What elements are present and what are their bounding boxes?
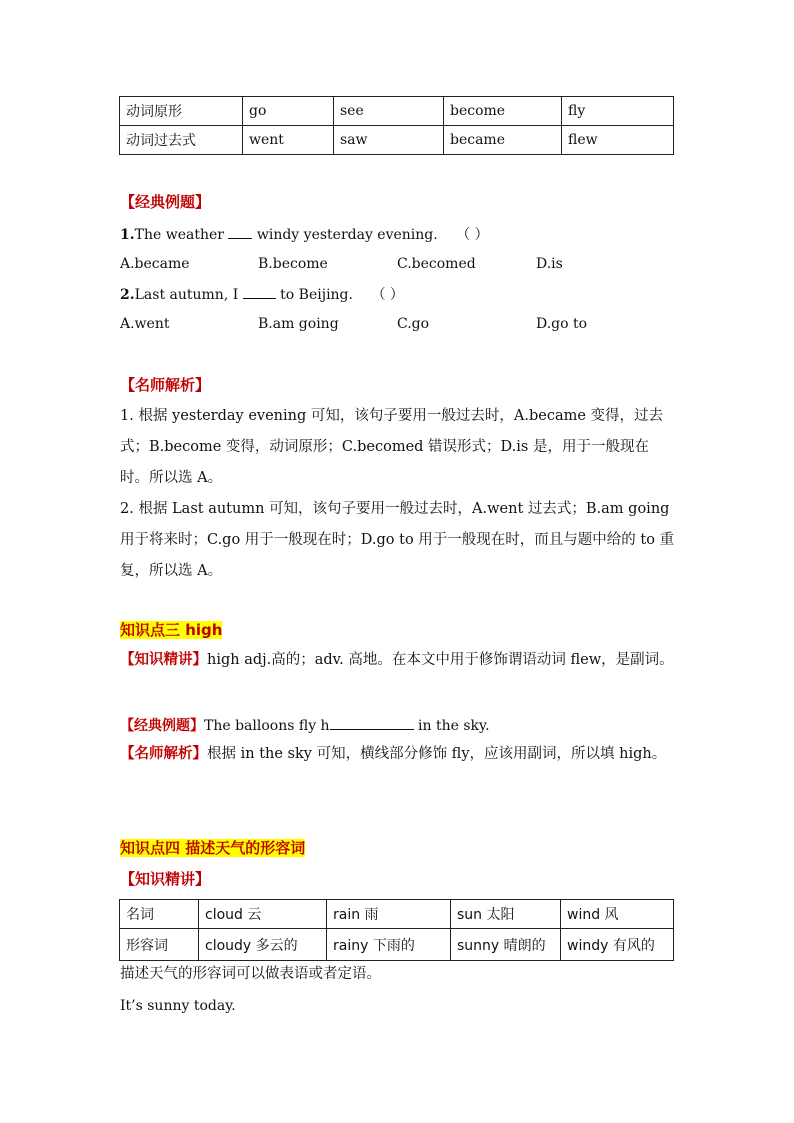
question-text-before: The weather [134, 227, 229, 243]
option-b: B.am going [258, 316, 339, 332]
analysis-paragraph-1: 1. 根据 yesterday evening 可知，该句子要用一般过去时，A.became 变得，过去式；B.become 变得，动词原形；C.becomed 错误形式；D.is 是，用于一般现在时。所以选 A。 [120, 408, 664, 486]
table-row [120, 97, 674, 126]
table-cell: rainy 下雨的 [327, 929, 451, 961]
answer-paren: （ ） [371, 287, 404, 303]
table-row-header: 动词过去式 [120, 126, 243, 155]
answer-blank[interactable] [330, 715, 414, 730]
table-cell: cloudy 多云的 [199, 929, 327, 961]
question-text-after: to Beijing. [275, 287, 353, 303]
table-cell: flew [562, 126, 674, 155]
option-b: B.become [258, 256, 328, 272]
verb-forms-table [119, 96, 674, 155]
table-row-header: 名词 [120, 900, 199, 929]
analysis-tag: 【名师解析】 [120, 746, 207, 762]
table-row [120, 126, 674, 155]
table-cell: go [243, 97, 334, 126]
explain-tag: 【知识精讲】 [120, 870, 211, 888]
answer-paren: （ ） [456, 227, 489, 243]
table-cell: sunny 晴朗的 [451, 929, 561, 961]
table-row [120, 929, 674, 961]
table-cell: fly [562, 97, 674, 126]
table-cell: became [444, 126, 562, 155]
question-number: 2. [120, 287, 135, 303]
table-row-header: 形容词 [120, 929, 199, 961]
table-cell: saw [334, 126, 444, 155]
table-cell: become [444, 97, 562, 126]
table-row [120, 900, 674, 929]
analysis-paragraph-2: 2. 根据 Last autumn 可知，该句子要用一般过去时，A.went 过去式；B.am going 用于将来时；C.go 用于一般现在时；D.go to 用于一般现在时，而且与题中给的 to 重复，所以选 A。 [120, 501, 675, 579]
question-2 [120, 284, 404, 305]
example-sentence: 【经典例题】The balloons fly h in the sky. [120, 715, 490, 736]
table-cell: rain 雨 [327, 900, 451, 929]
section-title-point-4: 知识点四 描述天气的形容词 [120, 839, 306, 857]
answer-blank[interactable] [243, 284, 276, 299]
table-cell: went [243, 126, 334, 155]
question-text-before: Last autumn, I [134, 287, 243, 303]
table-cell: see [334, 97, 444, 126]
question-text-after: windy yesterday evening. [252, 227, 438, 243]
explain-tag: 【知识精讲】 [120, 652, 207, 668]
option-a: A.became [120, 256, 190, 272]
question-1 [120, 224, 489, 245]
example-sentence-sunny: It’s sunny today. [120, 998, 236, 1014]
example-tag: 【经典例题】 [120, 718, 204, 734]
knowledge-explanation [120, 645, 676, 676]
table-cell: cloud 云 [199, 900, 327, 929]
weather-adjective-note: 描述天气的形容词可以做表语或者定语。 [120, 966, 381, 982]
analysis-high: 【名师解析】根据 in the sky 可知，横线部分修饰 fly，应该用副词，所以填 high。 [120, 746, 667, 762]
example-heading: 【经典例题】 [120, 193, 211, 211]
question-number: 1. [120, 227, 135, 243]
table-cell: wind 风 [561, 900, 674, 929]
explain-text: high adj.高的；adv. 高地。在本文中用于修饰谓语动词 flew，是副词。 [207, 652, 674, 668]
section-title-point-3: 知识点三 high [120, 621, 223, 639]
option-d: D.go to [536, 316, 588, 332]
answer-blank[interactable] [228, 224, 252, 239]
option-d: D.is [536, 256, 563, 272]
option-a: A.went [120, 316, 170, 332]
analysis-heading: 【名师解析】 [120, 376, 211, 394]
option-c: C.go [397, 316, 430, 332]
table-cell: windy 有风的 [561, 929, 674, 961]
table-cell: sun 太阳 [451, 900, 561, 929]
option-c: C.becomed [397, 256, 476, 272]
table-row-header: 动词原形 [120, 97, 243, 126]
weather-words-table [119, 899, 674, 961]
